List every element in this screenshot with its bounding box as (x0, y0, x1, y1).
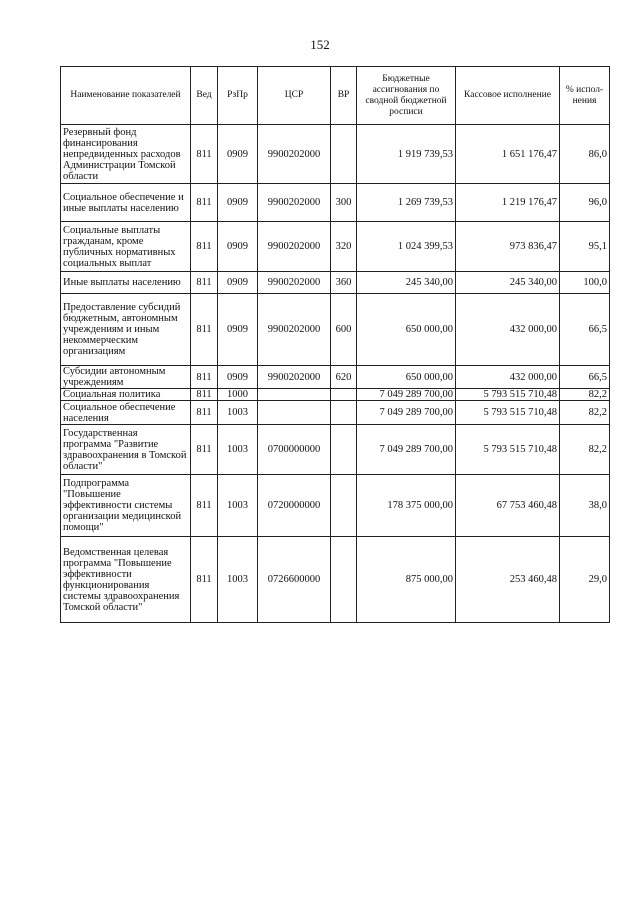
row-name: Резервный фонд финансирования непредвиденных расходов Администрации Томской области (61, 125, 191, 184)
row-cash: 432 000,00 (456, 366, 560, 389)
row-csr: 9900202000 (258, 184, 331, 222)
row-percent: 100,0 (560, 272, 610, 294)
row-vr: 320 (331, 222, 357, 272)
row-name: Социальное обеспечение и иные выплаты населению (61, 184, 191, 222)
row-budget: 875 000,00 (357, 537, 456, 623)
row-rzpr: 0909 (218, 125, 258, 184)
row-rzpr: 1003 (218, 537, 258, 623)
header-rzpr: РзПр (218, 67, 258, 125)
row-percent: 82,2 (560, 389, 610, 401)
row-ved: 811 (191, 366, 218, 389)
row-vr (331, 425, 357, 475)
row-budget: 1 024 399,53 (357, 222, 456, 272)
row-rzpr: 1000 (218, 389, 258, 401)
header-cash: Кассовое исполнение (456, 67, 560, 125)
row-cash: 5 793 515 710,48 (456, 389, 560, 401)
row-percent: 95,1 (560, 222, 610, 272)
row-ved: 811 (191, 294, 218, 366)
table-row (61, 184, 610, 222)
table-row (61, 425, 610, 475)
row-cash: 253 460,48 (456, 537, 560, 623)
row-vr (331, 125, 357, 184)
row-percent: 29,0 (560, 537, 610, 623)
row-csr: 9900202000 (258, 125, 331, 184)
table-body (61, 125, 610, 623)
row-cash: 245 340,00 (456, 272, 560, 294)
row-percent: 66,5 (560, 366, 610, 389)
row-rzpr: 0909 (218, 272, 258, 294)
row-name: Субсидии автономным учреждениям (61, 366, 191, 389)
row-csr: 0700000000 (258, 425, 331, 475)
row-budget: 245 340,00 (357, 272, 456, 294)
row-rzpr: 0909 (218, 294, 258, 366)
row-cash: 973 836,47 (456, 222, 560, 272)
table-header-row (61, 67, 610, 125)
table-row (61, 366, 610, 389)
header-budget: Бюджетные ассигнования по сводной бюджетной росписи (357, 67, 456, 125)
header-ved: Вед (191, 67, 218, 125)
row-budget: 1 919 739,53 (357, 125, 456, 184)
row-name: Иные выплаты населению (61, 272, 191, 294)
row-vr: 600 (331, 294, 357, 366)
row-cash: 5 793 515 710,48 (456, 401, 560, 425)
row-rzpr: 0909 (218, 184, 258, 222)
row-percent: 66,5 (560, 294, 610, 366)
row-budget: 1 269 739,53 (357, 184, 456, 222)
row-csr: 9900202000 (258, 222, 331, 272)
row-ved: 811 (191, 389, 218, 401)
row-csr (258, 401, 331, 425)
row-ved: 811 (191, 184, 218, 222)
row-ved: 811 (191, 425, 218, 475)
row-name: Социальная политика (61, 389, 191, 401)
header-percent: % испол-нения (560, 67, 610, 125)
row-budget: 178 375 000,00 (357, 475, 456, 537)
row-name: Государственная программа "Развитие здравоохранения в Томской области" (61, 425, 191, 475)
table-row (61, 475, 610, 537)
row-percent: 86,0 (560, 125, 610, 184)
row-csr: 0726600000 (258, 537, 331, 623)
row-name: Социальные выплаты гражданам, кроме публичных нормативных социальных выплат (61, 222, 191, 272)
row-vr (331, 475, 357, 537)
row-csr: 0720000000 (258, 475, 331, 537)
row-rzpr: 1003 (218, 425, 258, 475)
row-vr: 620 (331, 366, 357, 389)
row-budget: 650 000,00 (357, 366, 456, 389)
row-budget: 650 000,00 (357, 294, 456, 366)
row-csr: 9900202000 (258, 366, 331, 389)
row-cash: 1 651 176,47 (456, 125, 560, 184)
row-vr (331, 389, 357, 401)
row-vr (331, 537, 357, 623)
row-name: Ведомственная целевая программа "Повышение эффективности функционирования системы здравоохранения Томской области" (61, 537, 191, 623)
header-csr: ЦСР (258, 67, 331, 125)
table-row (61, 222, 610, 272)
header-vr: ВР (331, 67, 357, 125)
row-csr (258, 389, 331, 401)
row-cash: 67 753 460,48 (456, 475, 560, 537)
row-csr: 9900202000 (258, 272, 331, 294)
row-ved: 811 (191, 272, 218, 294)
page-number: 152 (310, 37, 330, 52)
row-csr: 9900202000 (258, 294, 331, 366)
row-name: Предоставление субсидий бюджетным, автономным учреждениям и иным некоммерческим организациям (61, 294, 191, 366)
row-budget: 7 049 289 700,00 (357, 425, 456, 475)
table-row (61, 125, 610, 184)
row-name: Подпрограмма "Повышение эффективности системы организации медицинской помощи" (61, 475, 191, 537)
row-cash: 1 219 176,47 (456, 184, 560, 222)
budget-execution-table (60, 66, 610, 623)
row-percent: 38,0 (560, 475, 610, 537)
table-row (61, 401, 610, 425)
row-vr: 360 (331, 272, 357, 294)
row-ved: 811 (191, 125, 218, 184)
table-row (61, 389, 610, 401)
row-rzpr: 1003 (218, 475, 258, 537)
table-row (61, 294, 610, 366)
row-vr (331, 401, 357, 425)
row-percent: 96,0 (560, 184, 610, 222)
row-budget: 7 049 289 700,00 (357, 389, 456, 401)
row-vr: 300 (331, 184, 357, 222)
table-row (61, 272, 610, 294)
row-rzpr: 0909 (218, 222, 258, 272)
table-row (61, 537, 610, 623)
row-name: Социальное обеспечение населения (61, 401, 191, 425)
row-rzpr: 0909 (218, 366, 258, 389)
row-budget: 7 049 289 700,00 (357, 401, 456, 425)
row-cash: 5 793 515 710,48 (456, 425, 560, 475)
row-ved: 811 (191, 537, 218, 623)
row-percent: 82,2 (560, 425, 610, 475)
row-rzpr: 1003 (218, 401, 258, 425)
row-ved: 811 (191, 475, 218, 537)
row-ved: 811 (191, 222, 218, 272)
row-percent: 82,2 (560, 401, 610, 425)
row-ved: 811 (191, 401, 218, 425)
header-name: Наименование показателей (61, 67, 191, 125)
row-cash: 432 000,00 (456, 294, 560, 366)
